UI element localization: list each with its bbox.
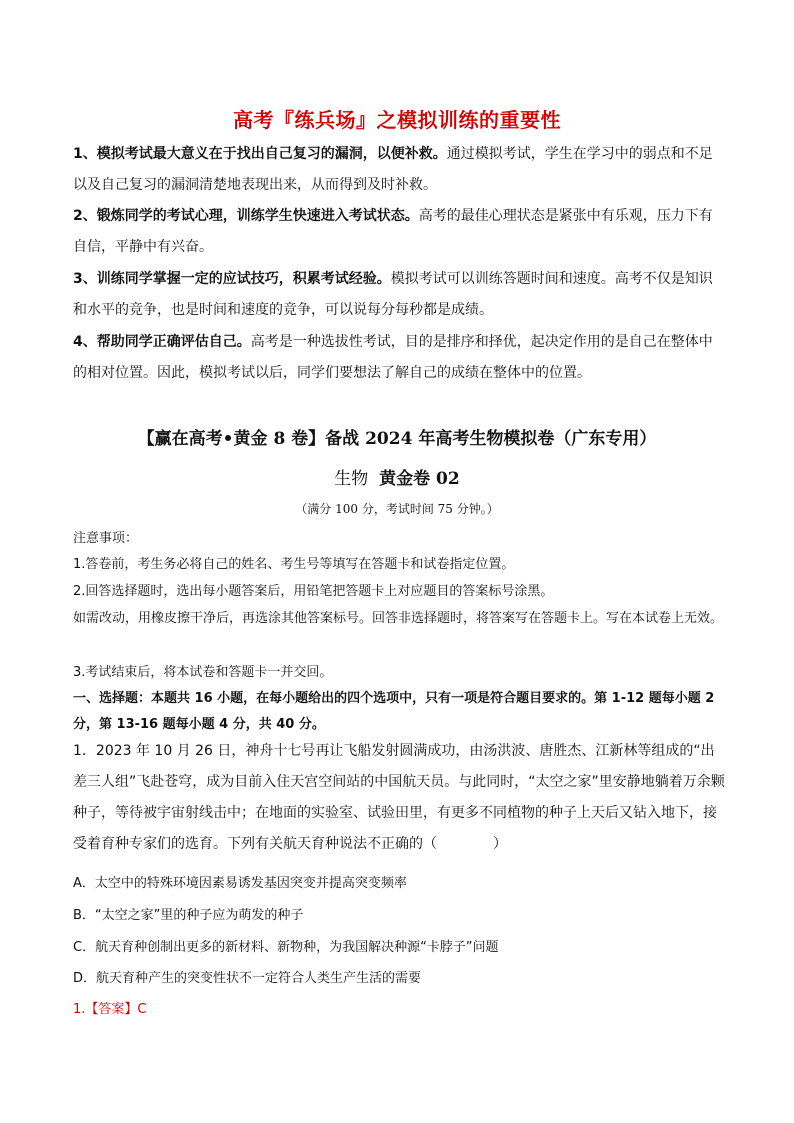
intro-item-2-text: 高考的最佳心理状态是紧张中有乐观，压力下有自信，平静中有兴奋。 bbox=[73, 208, 713, 255]
option-b: B．“太空之家”里的种子应为萌发的种子 bbox=[73, 908, 304, 923]
intro-item-4-text: 高考是一种选拔性考试，目的是排序和择优，起决定作用的是自己在整体中的相对位置。因此，模拟考试以后，同学们要想法了解自己的成绩在整体中的位置。 bbox=[73, 334, 713, 381]
exam-subject: 生物 bbox=[334, 469, 369, 489]
intro-title: 高考『练兵场』之模拟训练的重要性 bbox=[233, 108, 561, 132]
exam-subtitle bbox=[0, 464, 794, 489]
intro-item-2-bold: 2、锻炼同学的考试心理，训练学生快速进入考试状态。 bbox=[73, 208, 419, 224]
option-a: A．太空中的特殊环境因素易诱发基因突变并提高突变频率 bbox=[73, 876, 407, 891]
intro-item-3 bbox=[73, 264, 725, 326]
intro-item-1-bold: 1、模拟考试最大意义在于找出自己复习的漏洞，以便补救。 bbox=[73, 146, 447, 162]
option-c: C．航天育种创制出更多的新材料、新物种，为我国解决种源“卡脖子”问题 bbox=[73, 940, 499, 955]
intro-item-2 bbox=[73, 201, 725, 263]
answer-label: 1.【答案】C bbox=[73, 1002, 147, 1017]
question-1-stem: 1．2023 年 10 月 26 日，神舟十七号再让飞船发射圆满成功，由汤洪波、唐胜杰、江新林等组成的“出差三人组”飞赴苍穹，成为目前入住天宫空间站的中国航天员。与此同时，“太空之家”里安静地躺着万余颗种子，等待被宇宙射线击中；在地面的实验室、试验田里，有更多不同植物的种子上天后又钻入地下，接受着育种专家们的选育。下列有关航天育种说法不正确的（ ） bbox=[73, 743, 725, 852]
option-d: D．航天育种产生的突变性状不一定符合人类生产生活的需要 bbox=[73, 971, 422, 986]
notice-3: 如需改动，用橡皮擦干净后，再选涂其他答案标号。回答非选择题时，将答案写在答题卡上。写在本试卷上无效。 bbox=[73, 611, 724, 626]
exam-header: 【赢在高考•黄金 8 卷】备战 2024 年高考生物模拟卷（广东专用） bbox=[137, 429, 657, 449]
intro-item-4 bbox=[73, 327, 725, 389]
intro-item-3-text: 模拟考试可以训练答题时间和速度。高考不仅是知识和水平的竞争，也是时间和速度的竞争，可以说每分每秒都是成绩。 bbox=[73, 271, 713, 318]
exam-paper: 黄金卷 02 bbox=[379, 469, 460, 489]
notice-1: 1.答卷前，考生务必将自己的姓名、考生号等填写在答题卡和试卷指定位置。 bbox=[73, 557, 515, 572]
section-instructions: 一、选择题：本题共 16 小题，在每小题给出的四个选项中，只有一项是符合题目要求的。第 1-12 题每小题 2 分，第 13-16 题每小题 4 分，共 40 分。 bbox=[73, 691, 715, 732]
intro-item-3-bold: 3、训练同学掌握一定的应试技巧，积累考试经验。 bbox=[73, 271, 391, 287]
exam-note: （满分 100 分，考试时间 75 分钟。） bbox=[295, 502, 499, 516]
intro-item-1 bbox=[73, 139, 725, 201]
notice-title: 注意事项： bbox=[73, 531, 139, 546]
intro-item-4-bold: 4、帮助同学正确评估自己。 bbox=[73, 334, 251, 350]
intro-item-1-text: 通过模拟考试，学生在学习中的弱点和不足以及自己复习的漏洞清楚地表现出来，从而得到及时补救。 bbox=[73, 146, 713, 193]
notice-4: 3.考试结束后，将本试卷和答题卡一并交回。 bbox=[73, 665, 333, 680]
notice-2: 2.回答选择题时，选出每小题答案后，用铅笔把答题卡上对应题目的答案标号涂黑。 bbox=[73, 584, 554, 599]
